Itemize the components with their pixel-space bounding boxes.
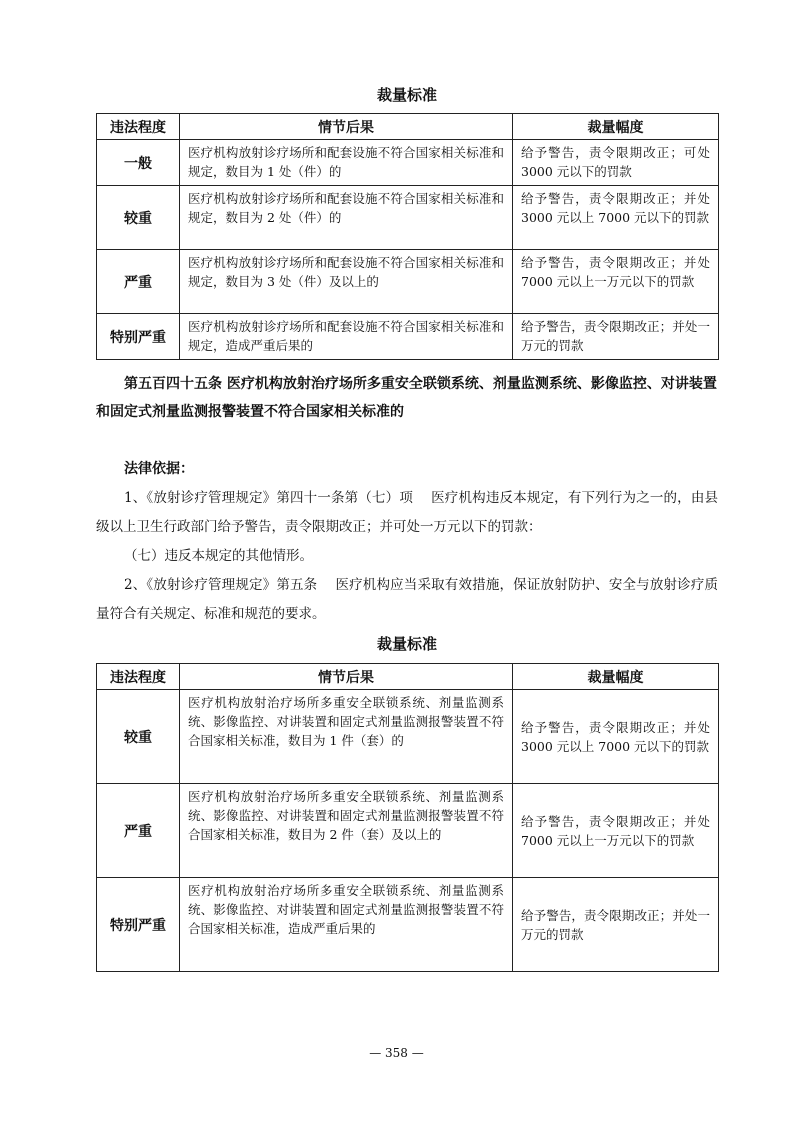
table-row — [97, 690, 719, 784]
circumstance-cell: 医疗机构放射治疗场所多重安全联锁系统、剂量监测系统、影像监控、对讲装置和固定式剂量监测报警装置不符合国家相关标准，造成严重后果的 — [180, 878, 513, 972]
header-level: 违法程度 — [97, 664, 180, 690]
penalty-cell: 给予警告，责令限期改正；并处一万元的罚款 — [513, 314, 719, 360]
level-cell: 特别严重 — [97, 314, 180, 360]
circumstance-cell: 医疗机构放射诊疗场所和配套设施不符合国家相关标准和规定，数目为 3 处（件）及以上的 — [180, 250, 513, 314]
table2-header-row — [97, 664, 719, 690]
table-row — [97, 314, 719, 360]
circumstance-cell: 医疗机构放射诊疗场所和配套设施不符合国家相关标准和规定，造成严重后果的 — [180, 314, 513, 360]
header-penalty: 裁量幅度 — [513, 664, 719, 690]
basis-paragraph-1: 1、《放射诊疗管理规定》第四十一条第（七）项 医疗机构违反本规定，有下列行为之一的，由县级以上卫生行政部门给予警告，责令限期改正；并可处一万元以下的罚款： — [96, 490, 718, 535]
basis-paragraph-3: 2、《放射诊疗管理规定》第五条 医疗机构应当采取有效措施，保证放射防护、安全与放射诊疗质量符合有关规定、标准和规范的要求。 — [96, 577, 718, 622]
table2 — [96, 663, 719, 972]
basis-paragraph-2: （七）违反本规定的其他情形。 — [124, 548, 313, 564]
circumstance-cell: 医疗机构放射治疗场所多重安全联锁系统、剂量监测系统、影像监控、对讲装置和固定式剂量监测报警装置不符合国家相关标准，数目为 1 件（套）的 — [180, 690, 513, 784]
penalty-cell: 给予警告，责令限期改正；并处 3000 元以上 7000 元以下的罚款 — [513, 690, 719, 784]
table-row — [97, 878, 719, 972]
level-cell: 严重 — [97, 250, 180, 314]
table-row — [97, 784, 719, 878]
header-level: 违法程度 — [97, 114, 180, 140]
table1-caption: 裁量标准 — [376, 86, 437, 104]
table-row — [97, 140, 719, 186]
penalty-cell: 给予警告，责令限期改正；并处 7000 元以上一万元以下的罚款 — [513, 250, 719, 314]
table1-header-row — [97, 114, 719, 140]
header-circumstance: 情节后果 — [180, 114, 513, 140]
penalty-cell: 给予警告，责令限期改正；可处 3000 元以下的罚款 — [513, 140, 719, 186]
level-cell: 一般 — [97, 140, 180, 186]
level-cell: 较重 — [97, 186, 180, 250]
header-circumstance: 情节后果 — [180, 664, 513, 690]
table-row — [97, 250, 719, 314]
legal-basis-label: 法律依据： — [124, 461, 194, 477]
header-penalty: 裁量幅度 — [513, 114, 719, 140]
page-number: — 358 — — [369, 1046, 424, 1060]
circumstance-cell: 医疗机构放射治疗场所多重安全联锁系统、剂量监测系统、影像监控、对讲装置和固定式剂量监测报警装置不符合国家相关标准，数目为 2 件（套）及以上的 — [180, 784, 513, 878]
circumstance-cell: 医疗机构放射诊疗场所和配套设施不符合国家相关标准和规定，数目为 2 处（件）的 — [180, 186, 513, 250]
table1 — [96, 113, 719, 360]
level-cell: 特别严重 — [97, 878, 180, 972]
table-row — [97, 186, 719, 250]
penalty-cell: 给予警告，责令限期改正；并处 3000 元以上 7000 元以下的罚款 — [513, 186, 719, 250]
level-cell: 较重 — [97, 690, 180, 784]
article-title: 第五百四十五条 医疗机构放射治疗场所多重安全联锁系统、剂量监测系统、影像监控、对讲装置和固定式剂量监测报警装置不符合国家相关标准的 — [96, 376, 717, 420]
penalty-cell: 给予警告，责令限期改正；并处 7000 元以上一万元以下的罚款 — [513, 784, 719, 878]
table2-caption: 裁量标准 — [376, 635, 437, 653]
circumstance-cell: 医疗机构放射诊疗场所和配套设施不符合国家相关标准和规定，数目为 1 处（件）的 — [180, 140, 513, 186]
penalty-cell: 给予警告，责令限期改正；并处一万元的罚款 — [513, 878, 719, 972]
level-cell: 严重 — [97, 784, 180, 878]
